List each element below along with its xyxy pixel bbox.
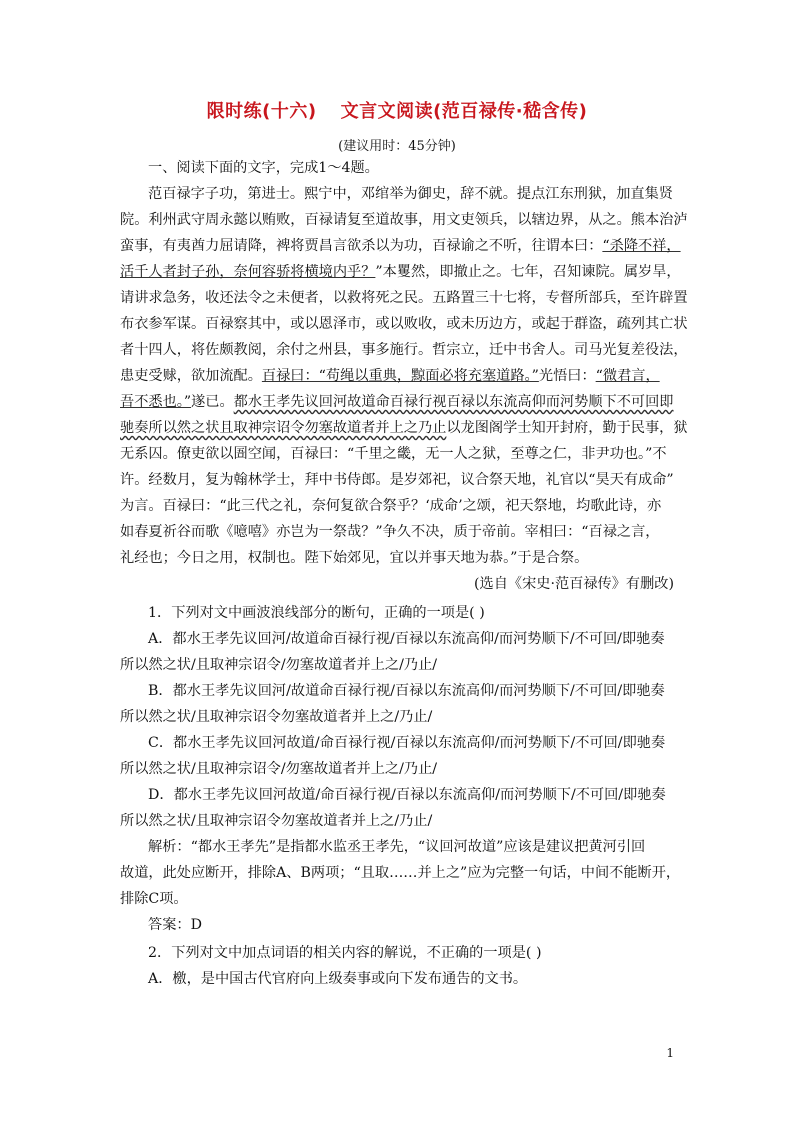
option-a-cont: 所以然之状/且取神宗诏令/勿塞故道者并上之/乃止/ [120, 657, 438, 673]
time-note: (建议用时：45分钟) [338, 139, 456, 154]
passage-line: 范百禄字子功，第进士。熙宁中，邓绾举为御史，辞不就。提点江东刑狱，加直集贤 [148, 186, 673, 202]
passage-line: 无系囚。僚吏欲以圄空闻，百禄曰：“千里之畿，无一人之狱，至尊之仁，非尹功也。”不 [120, 446, 667, 462]
wavy-underlined-text: 都水王孝先议回河故道命百禄行视百禄以东流高仰而河势顺下不可回即 [233, 394, 674, 410]
page-title [0, 97, 794, 123]
passage-line: 如春夏祈谷而歌《噫嘻》亦岂为一祭哉？”争久不决，质于帝前。宰相曰：“百禄之言， [120, 524, 660, 540]
answer: 答案：D [148, 917, 202, 933]
analysis-line: 故道，此处应断开，排除A、B两项；“且取……并上之”应为完整一句话，中间不能断开， [120, 865, 681, 881]
question-1-stem: 1．下列对文中画波浪线部分的断句，正确的一项是( ) [148, 605, 485, 621]
passage-line: 为言。百禄曰：“此三代之礼，奈何复欲合祭乎？‘成命’之颂，祀天祭地，均歌此诗，亦 [120, 498, 662, 514]
option-b: B．都水王孝先议回河/故道命百禄行视/百禄以东流高仰/而河势顺下/不可回/即驰奏 [148, 683, 665, 699]
question-2-stem: 2．下列对文中加点词语的相关内容的解说，不正确的一项是( ) [148, 945, 542, 961]
passage-line [120, 389, 674, 415]
option-d: D．都水王孝先议回河故道/命百禄行视/百禄以东流高仰/而河势顺下/不可回/即驰奏 [148, 787, 666, 803]
passage-line [120, 363, 660, 389]
underlined-text: “微君言， [595, 368, 660, 384]
passage-line [120, 259, 681, 285]
underlined-text: 吾不悉也。” [120, 394, 192, 410]
passage-text: 患吏受赇，欲加流配。 [120, 368, 262, 384]
passage-line: 礼经也；今日之用，权制也。陛下始郊见，宜以并事天地为恭。”于是合祭。 [120, 550, 589, 566]
option-a: A．都水王孝先议回河/故道命百禄行视/百禄以东流高仰/而河势顺下/不可回/即驰奏 [148, 631, 665, 647]
underlined-text: 百禄曰：“苟绳以重典，黥面必将充塞道路。” [261, 368, 539, 384]
underlined-text: 活千人者封子孙，奈何容骄将横境内乎？ [120, 264, 376, 280]
analysis-line: 排除C项。 [120, 891, 188, 907]
section-heading: 一、阅读下面的文字，完成1～4题。 [148, 160, 379, 176]
analysis-line: 解析：“都水王孝先”是指都水监丞王孝先，“议回河故道”应该是建议把黄河引回 [148, 839, 646, 855]
title-main: 限时练(十六) [206, 101, 317, 122]
option-c-cont: 所以然之状/且取神宗诏令/勿塞故道者并上之/乃止/ [120, 761, 438, 777]
option-d-cont: 所以然之状/且取神宗诏令勿塞故道者并上之/乃止/ [120, 813, 433, 829]
title-sub: 文言文阅读(范百禄传·嵇含传) [340, 101, 588, 122]
passage-line [120, 233, 681, 259]
wavy-underlined-text: 驰奏所以然之状且取神宗诏令勿塞故道者并上之乃止 [120, 420, 447, 436]
passage-line: 院。利州武守周永懿以贿败，百禄请复至道故事，用文吏领兵，以辖边界，从之。熊本治泸 [120, 212, 688, 228]
passage-line: 者十四人，将佐颇教阅，余付之州县，事多施行。哲宗立，迁中书舍人。司马光复差役法， [120, 342, 688, 358]
passage-source: (选自《宋史·范百禄传》有删改) [473, 576, 674, 592]
passage-text: 蛮事，有夷酋力屈请降，裨将贾昌言欲杀以为功，百禄谕之不听，往谓本曰： [120, 238, 603, 254]
passage-line: 请讲求急务，收还法令之未便者，以救将死之民。五路置三十七将，专督所部兵，至许辟置 [120, 290, 688, 306]
passage-line: 布衣参军谋。百禄察其中，或以恩泽市，或以败收，或未历边方，或起于群盗，疏列其亡状 [120, 316, 688, 332]
passage-line [120, 415, 688, 441]
option-c: C．都水王孝先议回河故道/命百禄行视/百禄以东流高仰/而河势顺下/不可回/即驰奏 [148, 735, 666, 751]
passage-text: 遂已。 [191, 394, 234, 410]
option-a: A．檄，是中国古代官府向上级奏事或向下发布通告的文书。 [148, 971, 528, 987]
passage-text: 光悟曰： [538, 368, 596, 384]
option-b-cont: 所以然之状/且取神宗诏令勿塞故道者并上之/乃止/ [120, 709, 433, 725]
passage-text: ”本矍然，即撤止之。七年，召知谏院。属岁旱， [375, 264, 681, 280]
passage-text: 以龙图阁学士知开封府，勤于民事，狱 [446, 420, 688, 436]
passage-line: 许。经数月，复为翰林学士，拜中书侍郎。是岁郊祀，议合祭天地，礼官以“昊天有成命” [120, 472, 674, 488]
underlined-text: “杀降不祥， [602, 238, 681, 254]
page-number: 1 [666, 1046, 674, 1060]
